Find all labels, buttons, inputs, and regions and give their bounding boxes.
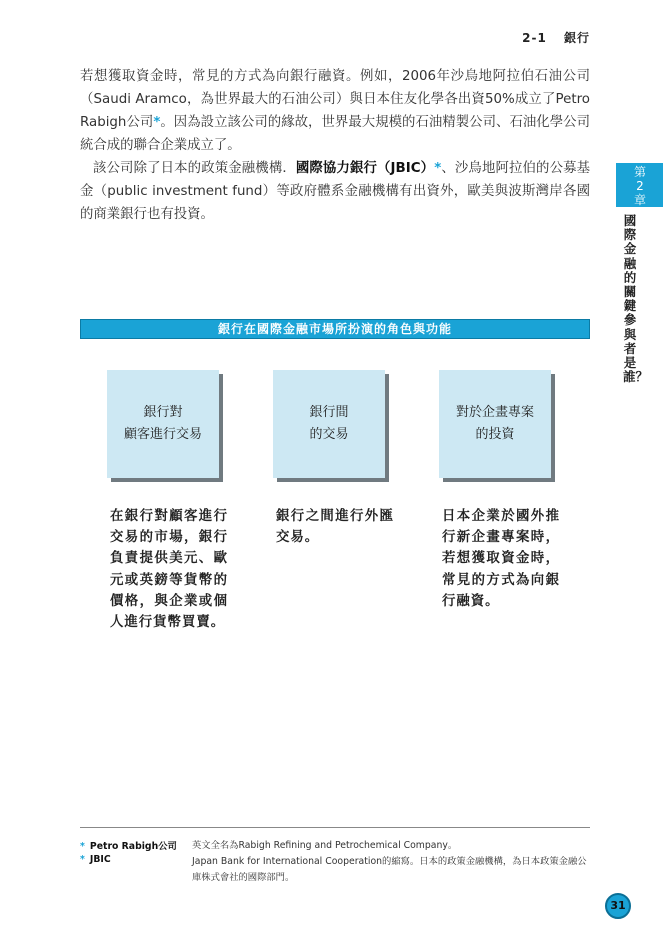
role-box [273,370,385,478]
role-box-label: 對於企畫專案 的投資 [455,405,534,442]
chapter-tab-number: 2 [636,179,644,193]
footnote-term-text: JBIC [89,854,111,865]
chapter-tab-char: 第 [633,165,646,179]
footnote-star: * [80,841,85,852]
page-number: 31 [605,893,631,919]
role-description: 銀行之間進行外匯交易。 [276,509,394,546]
paragraph-text: 。因為設立該公司的緣故，世界最大規模的石油精製公司、石油化學公司統合成的聯合企業成立了。 [80,115,590,153]
paragraph-text: 、沙烏地阿拉伯的公募基金（public investment fund）等政府體系金融機構有出資外，歐美與波斯灣岸各國的商業銀行也有投資。 [80,161,591,222]
section-title: 銀行 [563,31,590,45]
chapter-tab-char: 章 [633,193,646,207]
footnote-term [80,838,177,852]
footnote-marker: * [153,115,161,130]
footnote-term-text: Petro Rabigh公司 [89,841,177,852]
running-header [522,29,590,46]
footnote-divider [80,827,590,828]
paragraph [80,157,590,226]
footnote-marker: * [434,161,442,176]
section-number: 2-1 [522,31,547,45]
diagram-banner: 銀行在國際金融市場所扮演的角色與功能 [80,319,590,339]
chapter-title-vertical: 國際金融的關鍵參與者是誰？ [623,213,649,385]
bold-term: 國際協力銀行（JBIC） [295,161,435,176]
footnote-term [80,854,111,865]
role-box-label: 銀行對 顧客進行交易 [123,405,202,442]
role-box [107,370,219,478]
footnote-text: 英文全名為Rabigh Refining and Petrochemical Company。 [192,840,458,851]
role-box-label: 銀行間 的交易 [309,405,349,442]
body-text [80,65,590,226]
footnote-text: Japan Bank for International Cooperation的縮寫。日本的政策金融機構，為日本政策金融公庫株式會社的國際部門。 [192,856,587,883]
role-description: 在銀行對顧客進行交易的市場，銀行負責提供美元、歐元或英鎊等貨幣的價格，與企業或個人進行貨幣買賣。 [110,509,228,631]
role-description: 日本企業於國外推行新企畫專案時，若想獲取資金時，常見的方式為向銀行融資。 [442,509,560,609]
paragraph-text: 若想獲取資金時，常見的方式為向銀行融資。例如，2006年沙烏地阿拉伯石油公司（Saudi Aramco，為世界最大的石油公司）與日本住友化學各出資50%成立了Petro Rabigh公司 [80,69,590,130]
paragraph-text: 該公司除了日本的政策金融機構． [93,161,296,176]
footnote-star: * [80,854,85,865]
role-box [439,370,551,478]
chapter-tab [616,163,663,207]
paragraph [80,65,590,157]
